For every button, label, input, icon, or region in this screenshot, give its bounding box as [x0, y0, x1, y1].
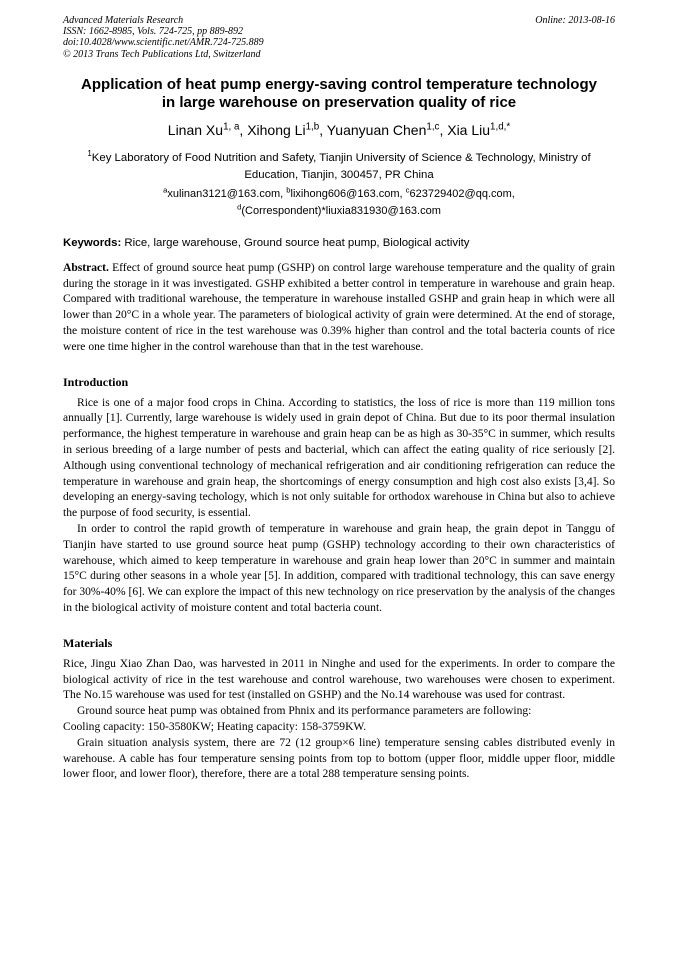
journal-name: Advanced Materials Research [63, 15, 184, 26]
materials-capacity-line: Cooling capacity: 150-3580KW; Heating capacity: 158-3759KW. [63, 720, 367, 733]
email-sup: d [237, 202, 242, 212]
affiliation-text: Key Laboratory of Food Nutrition and Safety, Tianjin University of Science & Technology, Ministry of Education, Tianjin, 300457, PR China [91, 151, 591, 181]
materials-paragraph-2: Ground source heat pump was obtained from Phnix and its performance parameters are following: [77, 705, 532, 718]
author-affil-sup: 1,c [426, 121, 440, 133]
keywords-text: Rice, large warehouse, Ground source heat pump, Biological activity [121, 236, 470, 249]
materials-heading: Materials [63, 635, 113, 650]
email-line-2 [63, 203, 615, 220]
author-name: Linan Xu [167, 121, 224, 138]
author-affil-sup: 1,b [305, 121, 320, 133]
paper-title [63, 76, 615, 112]
email-c: 623729402@qq.com, [409, 187, 515, 200]
abstract-label: Abstract. [63, 261, 109, 274]
online-date: Online: 2013-08-16 [535, 15, 615, 26]
abstract [63, 261, 615, 356]
email-d: (Correspondent)*liuxia831930@163.com [241, 204, 441, 217]
paper-page [63, 15, 615, 783]
author-separator: , [239, 121, 248, 138]
author-affil-sup: 1,d,* [490, 121, 511, 133]
introduction-heading: Introduction [63, 374, 129, 389]
doi-line: doi:10.4028/www.scientific.net/AMR.724-725.889 [63, 37, 264, 49]
author-name: Xia Liu [447, 121, 491, 138]
email-sup: a [163, 185, 168, 195]
keywords [63, 237, 615, 249]
abstract-text: Effect of ground source heat pump (GSHP) on control large warehouse temperature and the quality of grain during the storage in it was investigated. GSHP exhibited a better control in temperature in warehouse and grain heap. Compared with traditional warehouse, the temperature in warehouse installed GSHP and grain heap in which were all lower than 20°C in a whole year. The parameters of biological activity of grain were determined. At the end of storage, the moisture content of rice in the test warehouse was 0.39% higher than control and the total bacteria counts of rice were one time higher in the control warehouse than that in the test warehouse. [63, 261, 615, 353]
email-b: lixihong606@163.com, [290, 187, 406, 200]
keywords-label: Keywords: [63, 236, 122, 249]
materials-paragraph-3: Grain situation analysis system, there are 72 (12 group×6 line) temperature sensing cables distributed evenly in warehouse. A cable has four temperature sensing points from top to bottom (upper floor, middle upper floor, middle lower floor, and lower floor), therefore, there are a total 288 temperature sensing points. [63, 736, 615, 781]
journal-header [63, 15, 615, 60]
email-a: xulinan3121@163.com, [167, 187, 287, 200]
issn-line: ISSN: 1662-8985, Vols. 724-725, pp 889-892 [63, 26, 243, 38]
email-list [63, 186, 615, 220]
affiliation [63, 150, 615, 184]
email-line-1 [63, 186, 615, 203]
introduction-paragraph-2: In order to control the rapid growth of temperature in warehouse and grain heap, the grain depot in Tanggu of Tianjin have started to use ground source heat pump (GSHP) technology according to their own characteristics of warehouse, which aimed to keep temperature in warehouse and grain heap lower than 20°C in summer and maintain 15°C during other seasons in a whole year [5]. In addition, compared with traditional technology, this can save energy for 30%-40% [6]. We can explore the impact of this new technology on rice preservation by the analysis of the changes in the biological activity of moisture content and total bacteria count. [63, 522, 615, 614]
author-name: Xihong Li [247, 121, 306, 138]
title-line-2: in large warehouse on preservation quality of rice [161, 93, 517, 111]
author-list [63, 122, 615, 138]
affiliation-sup: 1 [87, 149, 92, 159]
introduction-paragraph-1: Rice is one of a major food crops in China. According to statistics, the loss of rice is more than 119 million tons annually [1]. Currently, large warehouse is widely used in grain depot of China. But due to its poor thermal insulation performance, the highest temperature in warehouse and grain heap can be as high as 30-35°C in summer, which results in serious breeding of a large number of pests and bacterial, which can affect the eating quality of rice seriously [2]. Although using conventional technology of mechanical refrigeration and air conditioning refrigeration can reduce the temperature in warehouse and grain heap, the shortcomings of energy consumption and high cost also exists [3,4]. So developing an energy-saving techology, which is not only suitable for orthodox warehouse in China but also to achieve the purpose of food security, is essential. [63, 396, 615, 520]
author-name: Yuanyuan Chen [326, 121, 427, 138]
copyright-line: © 2013 Trans Tech Publications Ltd, Switzerland [63, 48, 261, 60]
email-sup: b [286, 185, 291, 195]
title-line-1: Application of heat pump energy-saving control temperature technology [81, 75, 597, 93]
author-affil-sup: 1, a [223, 121, 240, 133]
author-separator: , [439, 121, 448, 138]
materials-paragraph-1: Rice, Jingu Xiao Zhan Dao, was harvested in 2011 in Ninghe and used for the experiments. In order to compare the biological activity of rice in the test warehouse and control warehouse, two warehouses were chosen to experiment. The No.15 warehouse was used for test (installed on GSHP) and the No.14 warehouse was used for contrast. [63, 657, 615, 702]
author-separator: , [319, 121, 327, 138]
email-sup: c [405, 185, 410, 195]
